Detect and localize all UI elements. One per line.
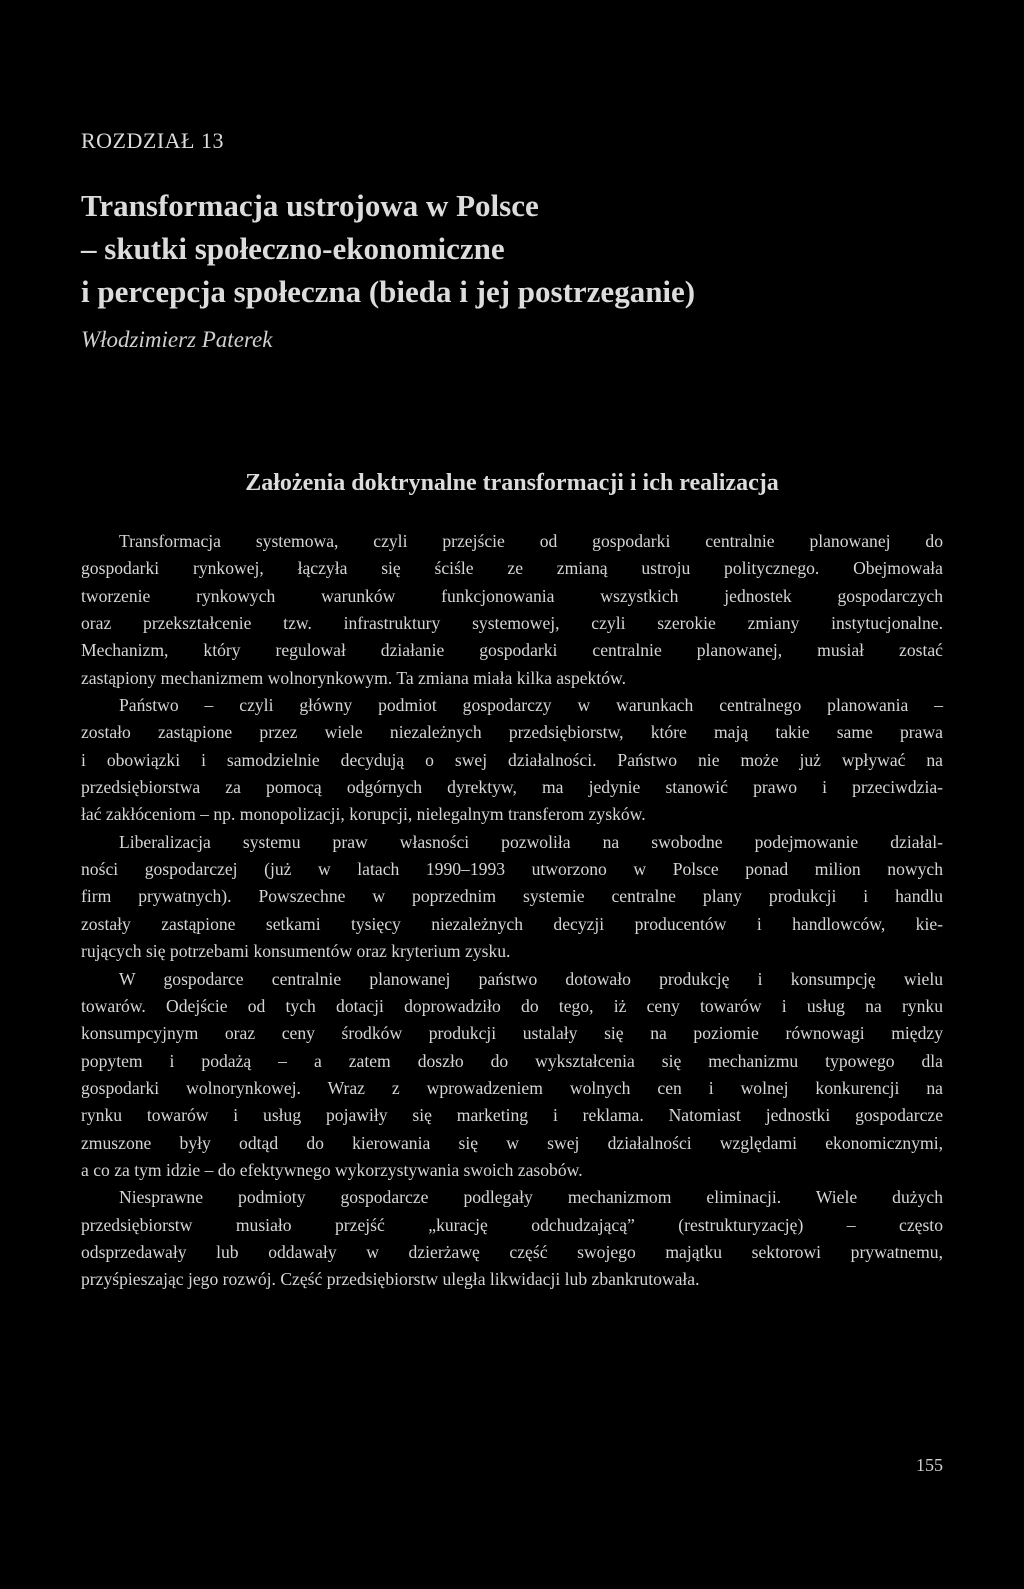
body-text	[81, 528, 943, 1294]
chapter-title-line: – skutki społeczno-ekonomiczne	[81, 231, 505, 266]
paragraph	[81, 692, 943, 829]
chapter-title-line: Transformacja ustrojowa w Polsce	[81, 188, 539, 223]
author-name: Włodzimierz Paterek	[81, 327, 273, 352]
paragraph-line: odsprzedawały lub oddawały w dzierżawę część swojego majątku sektorowi prywatnemu,	[81, 1241, 943, 1262]
paragraph-line: Państwo – czyli główny podmiot gospodarczy w warunkach centralnego planowania –	[119, 695, 943, 716]
paragraph-line: zostało zastąpione przez wiele niezależnych przedsiębiorstw, które mają takie same prawa	[81, 722, 943, 743]
paragraph-line: Mechanizm, który regulował działanie gospodarki centralnie planowanej, musiał zostać	[81, 640, 943, 661]
paragraph-line: konsumpcyjnym oraz ceny środków produkcji ustalały się na poziomie równowagi między	[81, 1023, 943, 1044]
paragraph-line: gospodarki wolnorynkowej. Wraz z wprowadzeniem wolnych cen i wolnej konkurencji na	[81, 1077, 943, 1098]
page-number: 155	[916, 1455, 943, 1475]
paragraph	[81, 966, 943, 1185]
paragraph-line: łać zakłóceniom – np. monopolizacji, korupcji, nielegalnym transferom zysków.	[81, 804, 646, 825]
paragraph-line: zostały zastąpione setkami tysięcy niezależnych decyzji producentów i handlowców, kie-	[81, 913, 943, 934]
paragraph-line: firm prywatnych). Powszechne w poprzednim systemie centralne plany produkcji i handlu	[81, 886, 943, 907]
chapter-title-line: i percepcja społeczna (bieda i jej postrzeganie)	[81, 274, 696, 309]
paragraph-line: przedsiębiorstwa za pomocą odgórnych dyrektyw, ma jedynie stanowić prawo i przeciwdzia-	[81, 777, 943, 798]
paragraph-line: rynku towarów i usług pojawiły się marketing i reklama. Natomiast jednostki gospodarcze	[81, 1105, 943, 1126]
chapter-title	[81, 184, 943, 313]
document-page	[81, 0, 943, 1589]
paragraph-line: rujących się potrzebami konsumentów oraz kryterium zysku.	[81, 941, 511, 962]
paragraph-line: W gospodarce centralnie planowanej państwo dotowało produkcję i konsumpcję wielu	[119, 968, 943, 989]
paragraph-line: i obowiązki i samodzielnie decydują o swej działalności. Państwo nie może już wpływać na	[81, 749, 943, 770]
paragraph	[81, 528, 943, 692]
paragraph-line: przyśpieszając jego rozwój. Część przedsiębiorstw uległa likwidacji lub zbankrutowała.	[81, 1269, 700, 1290]
paragraph-line: Liberalizacja systemu praw własności pozwoliła na swobodne podejmowanie działal-	[119, 831, 943, 852]
paragraph	[81, 1184, 943, 1293]
paragraph-line: tworzenie rynkowych warunków funkcjonowania wszystkich jednostek gospodarczych	[81, 585, 943, 606]
paragraph-line: przedsiębiorstw musiało przejść „kurację odchudzającą” (restrukturyzację) – często	[81, 1214, 943, 1235]
paragraph-line: a co za tym idzie – do efektywnego wykorzystywania swoich zasobów.	[81, 1159, 583, 1180]
chapter-label: ROZDZIAŁ 13	[81, 128, 224, 153]
paragraph-line: Niesprawne podmioty gospodarcze podlegały mechanizmom eliminacji. Wiele dużych	[119, 1187, 943, 1208]
paragraph-line: oraz przekształcenie tzw. infrastruktury systemowej, czyli szerokie zmiany instytucjonalne.	[81, 613, 943, 634]
paragraph-line: Transformacja systemowa, czyli przejście od gospodarki centralnie planowanej do	[119, 531, 943, 551]
paragraph-line: popytem i podażą – a zatem doszło do wykształcenia się mechanizmu typowego dla	[81, 1050, 943, 1071]
section-heading: Założenia doktrynalne transformacji i ich realizacja	[245, 470, 779, 496]
paragraph-line: zastąpiony mechanizmem wolnorynkowym. Ta zmiana miała kilka aspektów.	[81, 667, 626, 688]
paragraph-line: gospodarki rynkowej, łączyła się ściśle ze zmianą ustroju politycznego. Obejmowała	[81, 558, 943, 579]
paragraph-line: ności gospodarczej (już w latach 1990–1993 utworzono w Polsce ponad milion nowych	[81, 859, 943, 880]
paragraph	[81, 829, 943, 966]
paragraph-line: towarów. Odejście od tych dotacji doprowadziło do tego, iż ceny towarów i usług na rynku	[81, 995, 943, 1016]
paragraph-line: zmuszone były odtąd do kierowania się w swej działalności względami ekonomicznymi,	[81, 1132, 943, 1153]
